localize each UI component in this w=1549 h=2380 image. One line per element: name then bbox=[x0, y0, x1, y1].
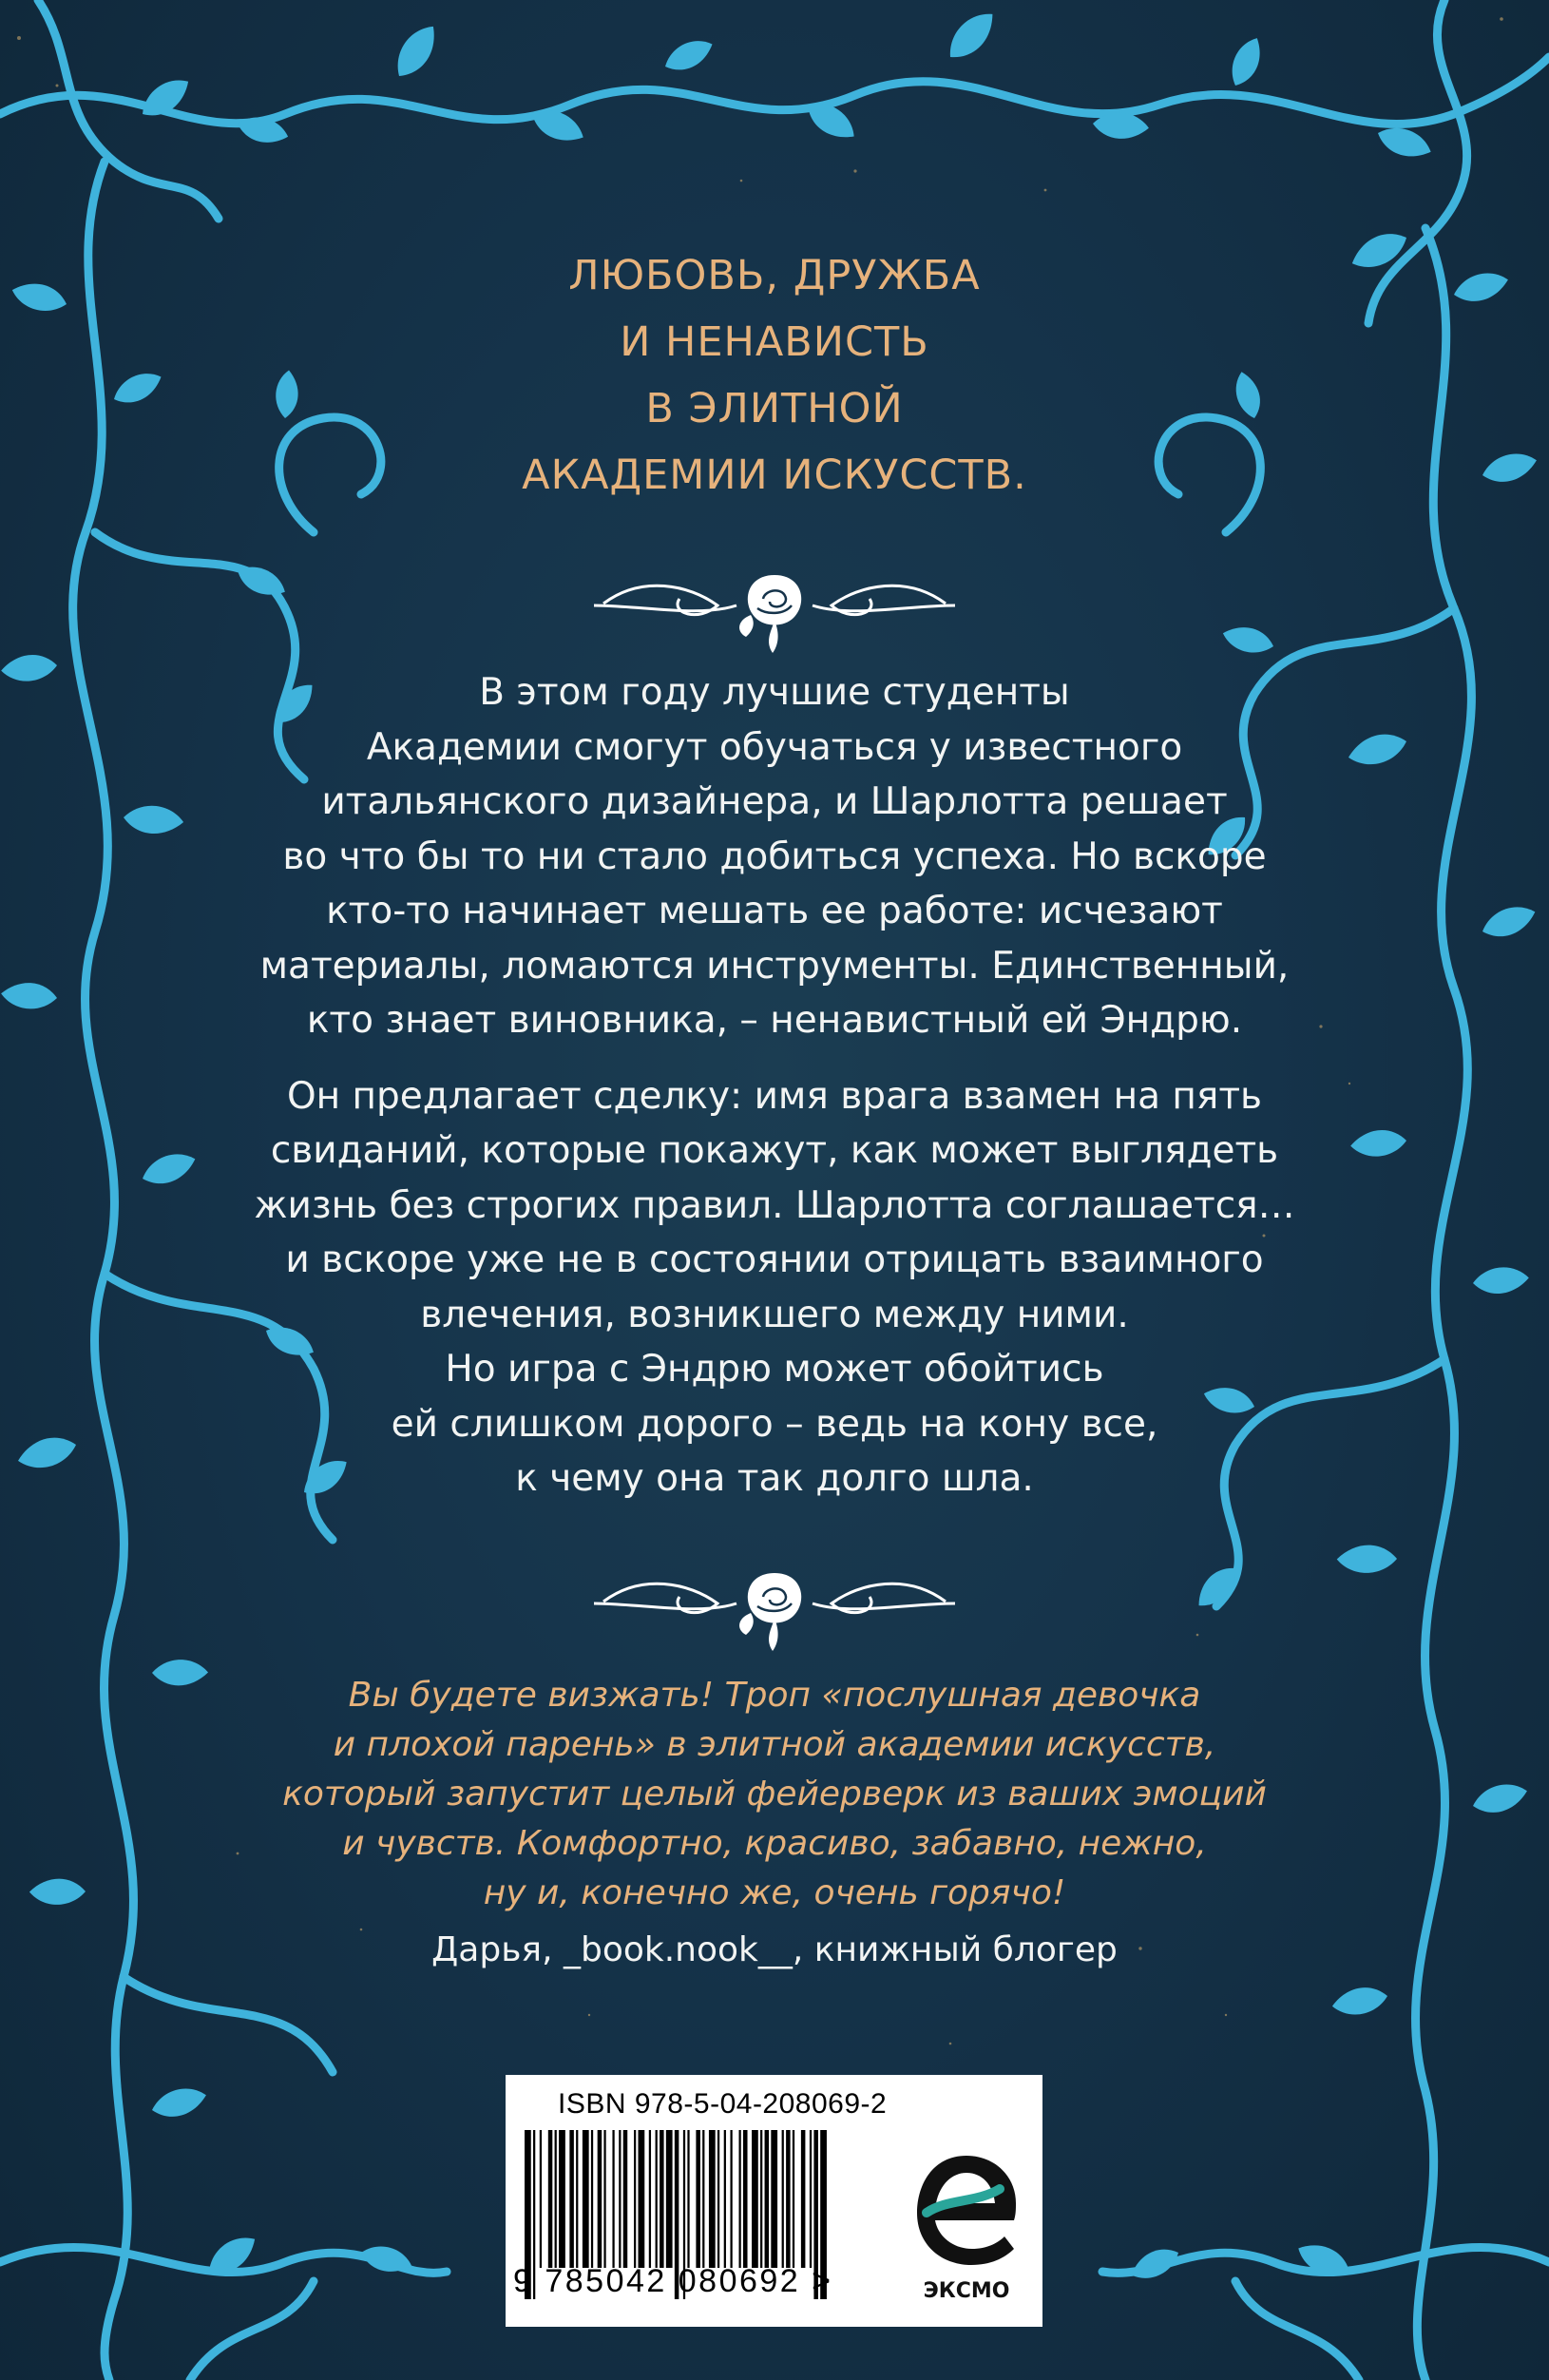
rose-flourish-icon bbox=[584, 1545, 965, 1659]
barcode-bar bbox=[660, 2130, 664, 2268]
barcode-bar bbox=[569, 2130, 574, 2268]
review-author: Дарья, _book.nook__, книжный блогер bbox=[431, 1930, 1118, 1969]
description-line: Он предлагает сделку: имя врага взамен на пять bbox=[286, 1074, 1263, 1118]
description-line: материалы, ломаются инструменты. Единственный, bbox=[259, 944, 1290, 988]
description-line: свиданий, которые покажут, как может выглядеть bbox=[270, 1129, 1279, 1172]
review-quote bbox=[0, 1671, 1549, 1975]
book-description bbox=[0, 665, 1549, 1507]
description-line: В этом году лучшие студенты bbox=[479, 671, 1070, 714]
barcode-bar bbox=[559, 2130, 565, 2268]
review-line: и плохой парень» в элитной академии искусств, bbox=[333, 1725, 1216, 1764]
barcode-bar bbox=[687, 2130, 689, 2268]
barcode-bar bbox=[598, 2130, 602, 2268]
barcode-bar bbox=[724, 2130, 726, 2268]
barcode-bar bbox=[576, 2130, 578, 2268]
barcode-bar bbox=[743, 2130, 748, 2268]
barcode-bar bbox=[786, 2130, 791, 2268]
review-line: ну и, конечно же, очень горячо! bbox=[483, 1873, 1066, 1912]
barcode-bar bbox=[623, 2130, 628, 2268]
barcode-bar bbox=[619, 2130, 621, 2268]
barcode-bar bbox=[649, 2130, 651, 2268]
description-line: Академии смогут обучаться у известного bbox=[366, 725, 1183, 769]
barcode-bar bbox=[548, 2130, 553, 2268]
barcode-bar bbox=[782, 2130, 784, 2268]
review-line: и чувств. Комфортно, красиво, забавно, нежно, bbox=[342, 1824, 1207, 1863]
barcode-bar bbox=[656, 2130, 658, 2268]
barcode-bar bbox=[801, 2130, 806, 2268]
isbn-label: ISBN 978-5-04-208069-2 bbox=[558, 2088, 888, 2120]
barcode-bar bbox=[730, 2130, 732, 2268]
barcode-bar bbox=[771, 2130, 777, 2268]
barcode-bar bbox=[583, 2130, 589, 2268]
barcode-bar bbox=[793, 2130, 794, 2268]
barcode-bar bbox=[810, 2130, 812, 2268]
tagline-line: АКАДЕМИИ ИСКУССТВ. bbox=[522, 451, 1027, 499]
barcode-bar bbox=[760, 2130, 762, 2268]
description-line: и вскоре уже не в состоянии отрицать взаимного bbox=[285, 1238, 1264, 1281]
barcode-bar bbox=[739, 2130, 741, 2268]
description-line: к чему она так долго шла. bbox=[515, 1457, 1034, 1500]
barcode-bar bbox=[702, 2130, 704, 2268]
description-line: итальянского дизайнера, и Шарлотта решает bbox=[321, 780, 1228, 823]
description-line: ей слишком дорого – ведь на кону все, bbox=[391, 1402, 1158, 1446]
barcode-bar bbox=[591, 2130, 593, 2268]
barcode-bar bbox=[765, 2130, 770, 2268]
tagline-line: В ЭЛИТНОЙ bbox=[645, 385, 904, 432]
eksmo-logo-icon bbox=[909, 2146, 1023, 2289]
tagline-line: И НЕНАВИСТЬ bbox=[620, 318, 929, 366]
rose-flourish-icon bbox=[584, 547, 965, 661]
barcode-bar bbox=[696, 2130, 700, 2268]
barcode-bar bbox=[603, 2130, 605, 2268]
description-line: влечения, возникшего между ними. bbox=[420, 1293, 1129, 1336]
barcode-bar bbox=[540, 2130, 542, 2268]
review-line: Вы будете визжать! Троп «послушная девочка bbox=[348, 1676, 1201, 1715]
description-line: кто-то начинает мешать ее работе: исчезают bbox=[326, 890, 1223, 932]
description-line: кто знает виновника, – ненавистный ей Эндрю. bbox=[306, 999, 1243, 1042]
description-line: Но игра с Эндрю может обойтись bbox=[445, 1348, 1104, 1391]
barcode-bar bbox=[717, 2130, 719, 2268]
ean-digits: 9 785042 080692 > bbox=[513, 2263, 833, 2299]
barcode-bar bbox=[752, 2130, 758, 2268]
barcode-bar bbox=[666, 2130, 673, 2268]
barcode-bar bbox=[612, 2130, 614, 2268]
barcode-bar bbox=[555, 2130, 557, 2268]
tagline-line: ЛЮБОВЬ, ДРУЖБА bbox=[568, 252, 981, 299]
barcode-bar bbox=[709, 2130, 716, 2268]
publisher-name: ЭКСМО bbox=[923, 2279, 1010, 2303]
description-line: жизнь без строгих правил. Шарлотта соглашается… bbox=[254, 1183, 1295, 1227]
barcode-bar bbox=[634, 2130, 636, 2268]
review-line: который запустит целый фейерверк из ваших эмоций bbox=[282, 1775, 1267, 1814]
isbn-barcode-panel bbox=[506, 2075, 1042, 2327]
tagline bbox=[0, 242, 1549, 509]
barcode-bar bbox=[639, 2130, 645, 2268]
description-line: во что бы то ни стало добиться успеха. Но вскоре bbox=[282, 835, 1267, 878]
